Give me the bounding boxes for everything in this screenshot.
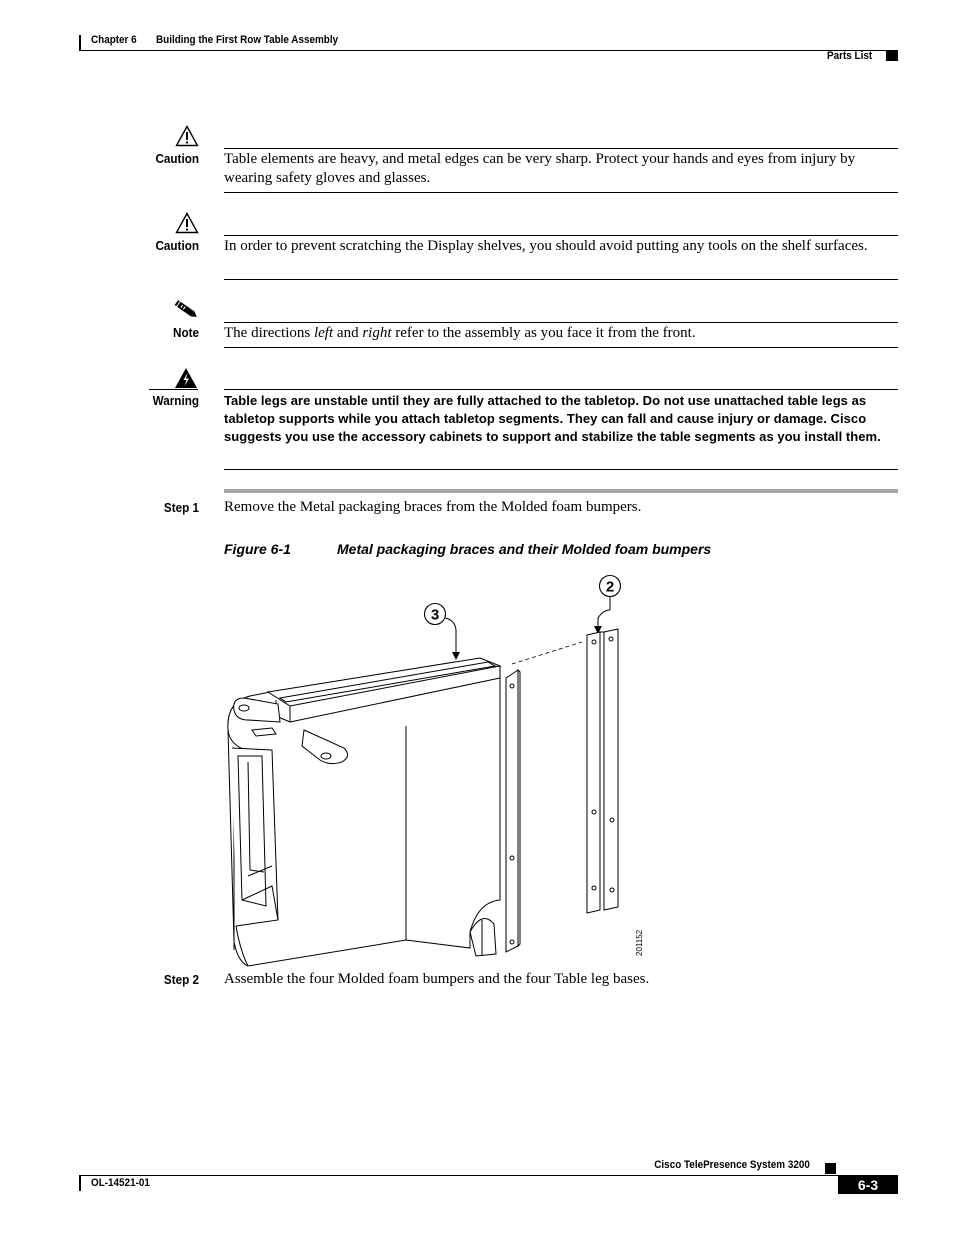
note-text-part: and (333, 325, 363, 341)
page-number: 6-3 (838, 1175, 898, 1194)
notice-top-rule (224, 389, 898, 390)
figure-art-id: 201152 (635, 929, 644, 956)
notice-bottom-rule (224, 279, 898, 280)
step-label: Step 1 (163, 500, 199, 515)
figure-title: Metal packaging braces and their Molded foam bumpers (337, 541, 712, 557)
warning-label-rule (149, 389, 198, 390)
caution-triangle-icon (175, 212, 199, 234)
section-title: Parts List (826, 50, 872, 62)
note-emphasis-right: right (362, 325, 392, 341)
warning-label: Warning (152, 393, 199, 408)
footer-rule (79, 1175, 898, 1176)
step-label: Step 2 (163, 972, 199, 987)
caution-label: Caution (155, 238, 199, 253)
chapter-title: Building the First Row Table Assembly (156, 34, 339, 46)
footer-product: Cisco TelePresence System 3200 (654, 1159, 810, 1171)
step-text: Assemble the four Molded foam bumpers and the four Table leg bases. (224, 971, 650, 987)
caution-triangle-icon (175, 125, 199, 147)
warning-filled-triangle-icon (174, 367, 198, 389)
procedure-separator (224, 489, 898, 493)
notice-top-rule (224, 322, 898, 323)
note-emphasis-left: left (313, 325, 334, 341)
footer-square (825, 1163, 836, 1174)
footer-doc-number: OL-14521-01 (91, 1177, 150, 1189)
chapter-number: Chapter 6 (91, 34, 137, 46)
notice-bottom-rule (224, 469, 898, 470)
caution-text: In order to prevent scratching the Display shelves, you should avoid putting any tools on the shelf surfaces. (224, 238, 868, 254)
callout-3: 3 (430, 606, 440, 624)
header-rule (79, 50, 898, 51)
caution-text: Table elements are heavy, and metal edges can be very sharp. Protect your hands and eyes from injury by wearing safety gloves and glasses. (224, 151, 856, 186)
step-text: Remove the Metal packaging braces from the Molded foam bumpers. (224, 499, 642, 515)
notice-bottom-rule (224, 192, 898, 193)
header-marker-bar (79, 35, 81, 51)
figure-illustration (220, 570, 660, 970)
callout-2: 2 (605, 578, 615, 596)
footer-marker-bar (79, 1175, 81, 1191)
header-block (886, 50, 898, 61)
pencil-icon (174, 298, 200, 322)
note-text-part: The directions (224, 325, 314, 341)
note-label: Note (172, 325, 199, 340)
note-text (224, 324, 898, 343)
caution-label: Caution (155, 151, 199, 166)
warning-text: Table legs are unstable until they are fully attached to the tabletop. Do not use unattached table legs as tabletop supports while you attach tabletop segments. They can fall and cause injury or damage. Cisco suggests you use the accessory cabinets to support and stabilize the table segments as you install them. (224, 393, 881, 444)
notice-top-rule (224, 235, 898, 236)
notice-bottom-rule (224, 347, 898, 348)
note-text-part: refer to the assembly as you face it from the front. (391, 325, 696, 341)
figure-number: Figure 6-1 (224, 541, 291, 557)
notice-top-rule (224, 148, 898, 149)
